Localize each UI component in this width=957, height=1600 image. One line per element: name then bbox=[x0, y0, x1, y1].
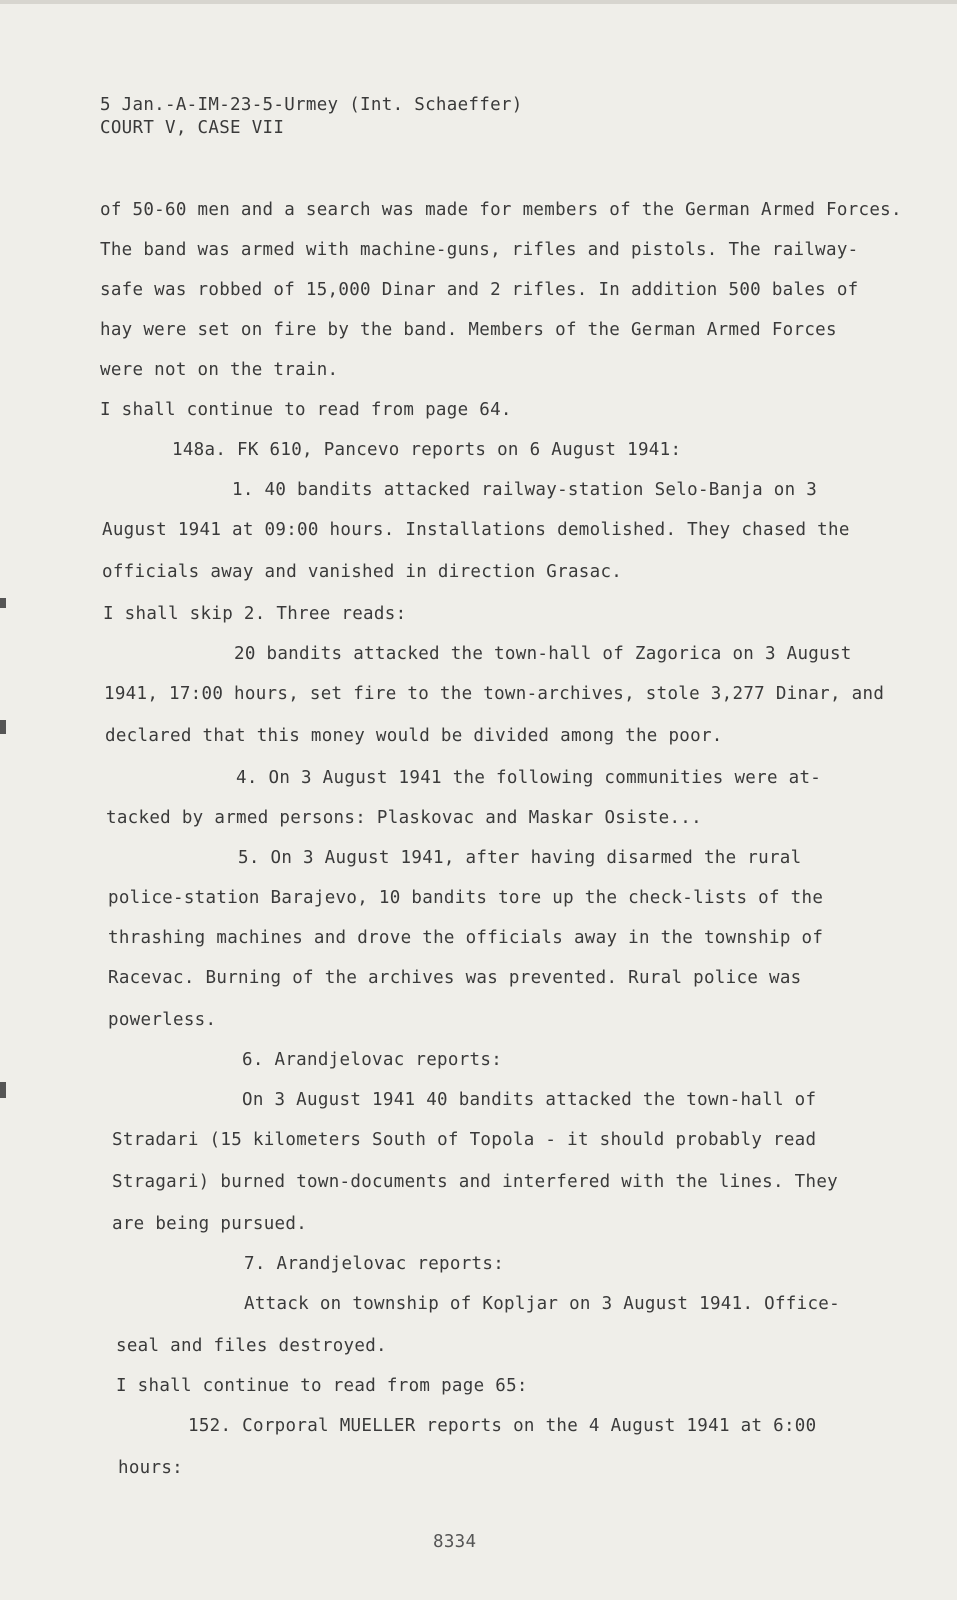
header-case-line: 5 Jan.-A-IM-23-5-Urmey (Int. Schaeffer) bbox=[100, 95, 523, 115]
body-line: The band was armed with machine-guns, rifles and pistols. The railway- bbox=[100, 240, 859, 260]
binding-mark bbox=[0, 720, 6, 734]
binding-mark bbox=[0, 1082, 6, 1098]
header-court-line: COURT V, CASE VII bbox=[100, 118, 285, 138]
body-line: 6. Arandjelovac reports: bbox=[242, 1050, 503, 1070]
body-line: seal and files destroyed. bbox=[116, 1336, 387, 1356]
body-line: Stradari (15 kilometers South of Topola - it should probably read bbox=[112, 1130, 817, 1150]
body-line: declared that this money would be divided among the poor. bbox=[105, 726, 723, 746]
page-top-edge bbox=[0, 0, 957, 4]
body-line: hours: bbox=[118, 1458, 184, 1478]
body-line: tacked by armed persons: Plaskovac and Maskar Osiste... bbox=[106, 808, 702, 828]
body-line: I shall continue to read from page 65: bbox=[116, 1376, 528, 1396]
body-line: Racevac. Burning of the archives was prevented. Rural police was bbox=[108, 968, 802, 988]
body-line: I shall continue to read from page 64. bbox=[100, 400, 512, 420]
page-number: 8334 bbox=[433, 1532, 477, 1552]
body-line: officials away and vanished in direction Grasac. bbox=[102, 562, 623, 582]
body-line: August 1941 at 09:00 hours. Installations demolished. They chased the bbox=[102, 520, 850, 540]
body-line: of 50-60 men and a search was made for members of the German Armed Forces. bbox=[100, 200, 902, 220]
body-line: 7. Arandjelovac reports: bbox=[244, 1254, 505, 1274]
body-line: Attack on township of Kopljar on 3 August 1941. Office- bbox=[244, 1294, 840, 1314]
body-line: 152. Corporal MUELLER reports on the 4 August 1941 at 6:00 bbox=[188, 1416, 817, 1436]
body-line: 20 bandits attacked the town-hall of Zagorica on 3 August bbox=[234, 644, 852, 664]
body-line: 148a. FK 610, Pancevo reports on 6 August 1941: bbox=[172, 440, 682, 460]
body-line: hay were set on fire by the band. Members of the German Armed Forces bbox=[100, 320, 837, 340]
binding-mark bbox=[0, 598, 6, 608]
body-line: 4. On 3 August 1941 the following communities were at- bbox=[236, 768, 822, 788]
body-line: I shall skip 2. Three reads: bbox=[103, 604, 407, 624]
body-line: 1. 40 bandits attacked railway-station Selo-Banja on 3 bbox=[232, 480, 818, 500]
body-line: Stragari) burned town-documents and interfered with the lines. They bbox=[112, 1172, 839, 1192]
body-line: thrashing machines and drove the officials away in the township of bbox=[108, 928, 824, 948]
body-line: On 3 August 1941 40 bandits attacked the town-hall of bbox=[242, 1090, 817, 1110]
body-line: powerless. bbox=[108, 1010, 217, 1030]
body-line: 5. On 3 August 1941, after having disarmed the rural bbox=[238, 848, 802, 868]
body-line: were not on the train. bbox=[100, 360, 339, 380]
body-line: police-station Barajevo, 10 bandits tore up the check-lists of the bbox=[108, 888, 824, 908]
body-line: 1941, 17:00 hours, set fire to the town-archives, stole 3,277 Dinar, and bbox=[104, 684, 885, 704]
body-line: safe was robbed of 15,000 Dinar and 2 rifles. In addition 500 bales of bbox=[100, 280, 859, 300]
body-line: are being pursued. bbox=[112, 1214, 308, 1234]
